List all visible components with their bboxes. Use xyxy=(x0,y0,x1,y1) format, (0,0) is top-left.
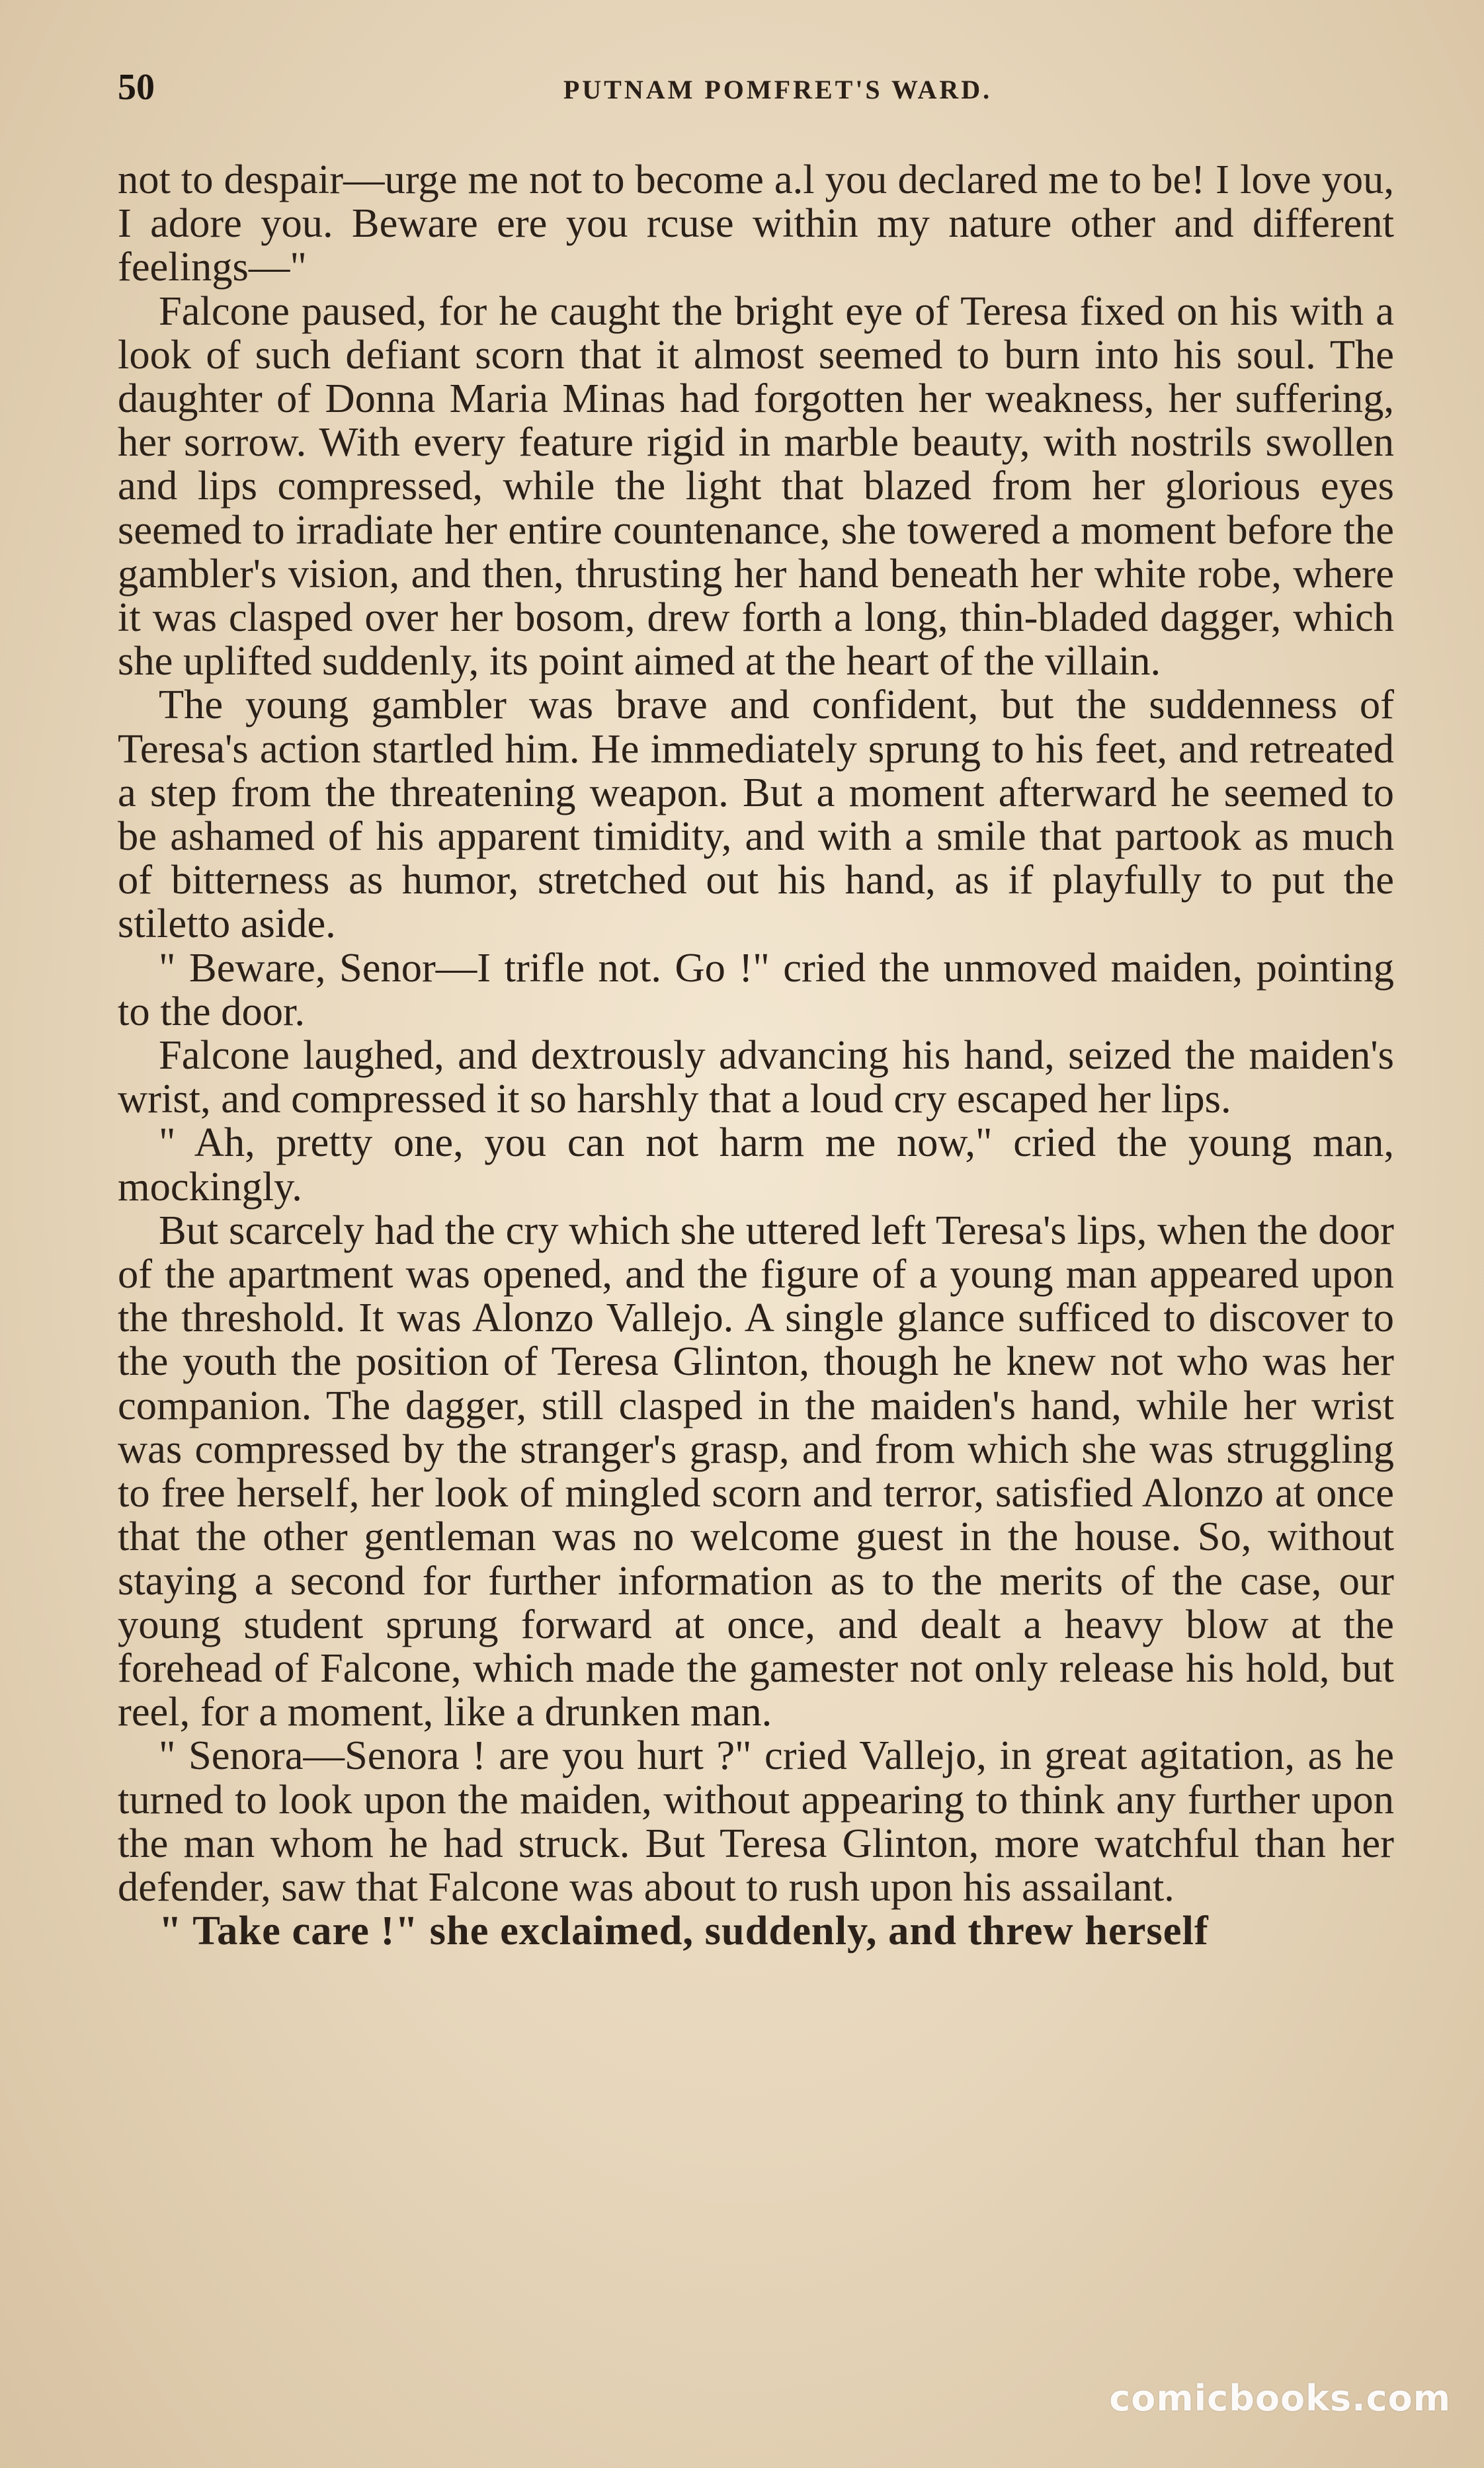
paragraph: The young gambler was brave and confident, but the suddenness of Teresa's action startled him. He immediately sprung to his feet, and retreated a step from the threatening weapon. But a moment afterward he seemed to be ashamed of his apparent timidity, and with a smile that partook as much of bitterness as humor, stretched out his hand, as if playfully to put the stiletto aside. xyxy=(118,681,1394,947)
running-head: PUTNAM POMFRET'S WARD. xyxy=(563,75,993,104)
paragraph: " Take care !" she exclaimed, suddenly, and threw herself xyxy=(159,1907,1209,1954)
paragraph: Falcone paused, for he caught the bright eye of Teresa fixed on his with a look of such defiant scorn that it almost seemed to burn into his soul. The daughter of Donna Maria Minas had forgotten her weakness, her suffering, her sorrow. With every feature rigid in marble beauty, with nostrils swollen and lips compressed, while the light that blazed from her glorious eyes seemed to irradiate her entire countenance, she towered a moment before the gambler's vision, and then, thrusting her hand beneath her white robe, where it was clasped over her bosom, drew forth a long, thin-bladed dagger, which she uplifted suddenly, its point aimed at the heart of the villain. xyxy=(118,287,1394,684)
paragraph: But scarcely had the cry which she uttered left Teresa's lips, when the door of the apartment was opened, and the figure of a young man appeared upon the threshold. It was Alonzo Vallejo. A single glance sufficed to discover to the youth the position of Teresa Glinton, though he knew not who was her companion. The dagger, still clasped in the maiden's hand, while her wrist was compressed by the stranger's grasp, and from which she was struggling to free herself, her look of mingled scorn and terror, satisfied Alonzo at once that the other gentleman was no welcome guest in the house. So, without staying a second for further information as to the merits of the case, our young student sprung forward at once, and dealt a heavy blow at the forehead of Falcone, which made the gamester not only release his hold, but reel, for a moment, like a drunken man. xyxy=(118,1206,1394,1735)
paragraph: " Beware, Senor—I trifle not. Go !" cried the unmoved maiden, pointing to the door. xyxy=(118,944,1394,1034)
body-text xyxy=(118,157,1394,1952)
paragraph: " Senora—Senora ! are you hurt ?" cried Vallejo, in great agitation, as he turned to look upon the maiden, without appearing to think any further upon the man whom he had struck. But Teresa Glinton, more watchful than her defender, saw that Falcone was about to rush upon his assailant. xyxy=(118,1732,1394,1910)
watermark: comicbooks.com xyxy=(1109,2377,1451,2419)
paragraph: Falcone laughed, and dextrously advancing his hand, seized the maiden's wrist, and compressed it so harshly that a loud cry escaped her lips. xyxy=(118,1032,1394,1122)
paragraph: " Ah, pretty one, you can not harm me now," cried the young man, mockingly. xyxy=(118,1119,1394,1210)
page-number: 50 xyxy=(118,67,155,108)
paragraph: not to despair—urge me not to become a.l you declared me to be! I love you, I adore you. Beware ere you rcuse within my nature other and different feelings—" xyxy=(118,156,1394,290)
page-header xyxy=(118,66,1398,119)
